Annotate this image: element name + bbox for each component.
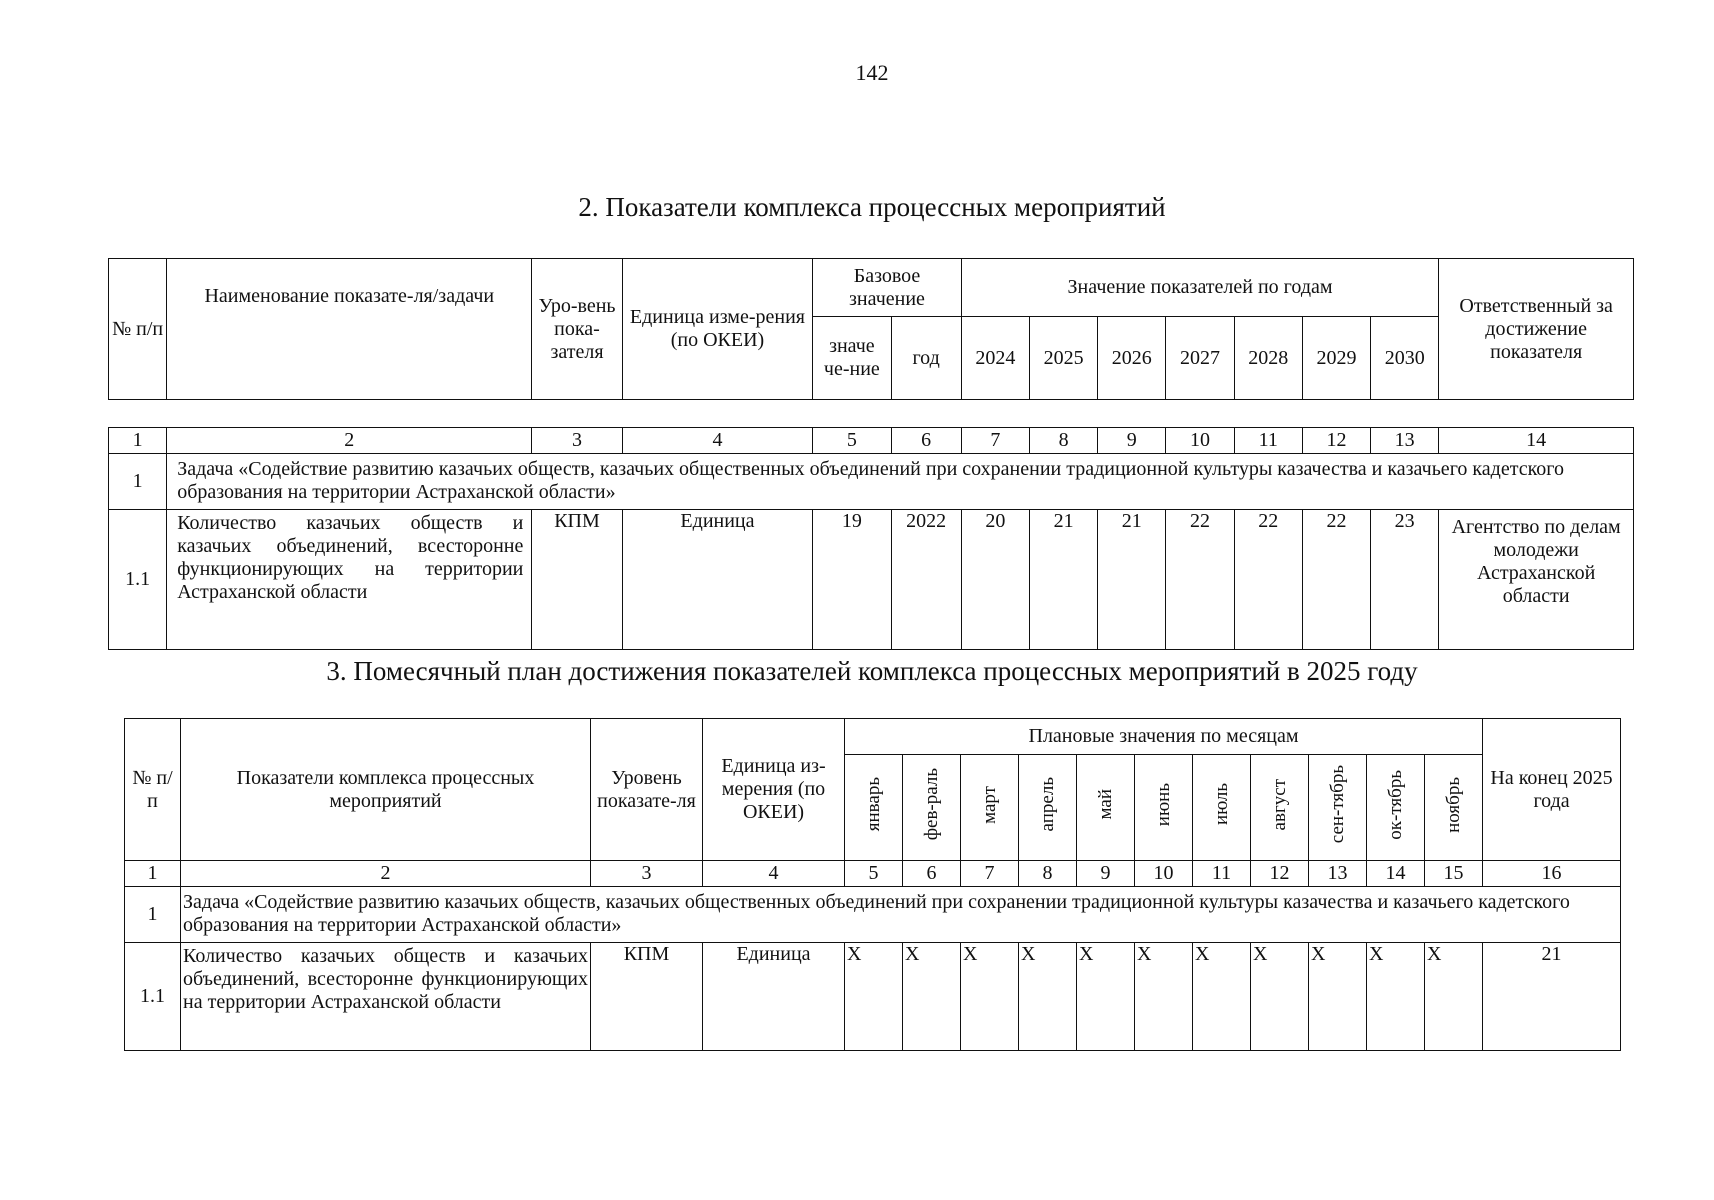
row-name: Количество казачьих обществ и казачьих объединений, всесторонне функционирующих на территории Астраханской области [167,510,532,650]
column-number: 7 [961,428,1029,454]
header-month [845,755,903,861]
header-month [1077,755,1135,861]
column-number: 1 [109,428,167,454]
row-year-value: 21 [1098,510,1166,650]
header-month [1309,755,1367,861]
month-label: январь [862,777,884,832]
month-label: сен-тябрь [1326,765,1348,844]
indicator-row [109,510,1634,650]
row-level: КПМ [591,943,703,1051]
header-name: Наименование показате-ля/задачи [167,259,532,400]
month-label: фев-раль [920,768,942,841]
header-year: 2029 [1302,317,1370,400]
month-label: ок-тябрь [1384,769,1406,840]
row-year-value: 23 [1371,510,1439,650]
month-label: апрель [1036,777,1058,832]
header-values-by-year: Значение показателей по годам [961,259,1439,317]
column-number: 7 [961,861,1019,887]
column-number: 10 [1166,428,1234,454]
row-month-value: X [1367,943,1425,1051]
header-year: 2028 [1234,317,1302,400]
task-num: 1 [125,887,181,943]
column-numbers-row [125,861,1621,887]
header-num: № п/п [109,259,167,400]
header-year: 2025 [1029,317,1097,400]
page-number: 142 [855,60,889,85]
row-month-value: X [903,943,961,1051]
section-2-title: 2. Показатели комплекса процессных мероприятий [578,192,1166,222]
row-num: 1.1 [125,943,181,1051]
header-month [1251,755,1309,861]
indicator-row [125,943,1621,1051]
row-base-year: 2022 [891,510,961,650]
row-month-value: X [1193,943,1251,1051]
row-month-value: X [1251,943,1309,1051]
column-number: 14 [1439,428,1634,454]
row-month-value: X [1019,943,1077,1051]
column-number: 12 [1302,428,1370,454]
month-label: май [1094,789,1116,820]
column-number: 2 [167,428,532,454]
header-responsible: Ответственный за достижение показателя [1439,259,1634,400]
column-number: 3 [532,428,622,454]
header-monthly: Плановые значения по месяцам [845,719,1483,755]
column-number: 11 [1234,428,1302,454]
column-number: 4 [703,861,845,887]
month-label: ноябрь [1442,776,1464,833]
column-number: 11 [1193,861,1251,887]
header-year: 2030 [1371,317,1439,400]
indicators-header-table [108,258,1634,400]
monthly-plan-table [124,718,1621,1051]
column-number: 9 [1077,861,1135,887]
column-number: 5 [845,861,903,887]
task-text: Задача «Содействие развитию казачьих обществ, казачьих общественных объединений при сохранении традиционной культуры казачества и казачьего кадетского образования на территории Астраханской области» [167,454,1634,510]
row-unit: Единица [622,510,813,650]
header-name: Показатели комплекса процессных мероприятий [181,719,591,861]
header-unit: Единица из-мерения (по ОКЕИ) [703,719,845,861]
indicators-body-table [108,427,1634,650]
header-base-year: год [891,317,961,400]
row-month-value: X [1309,943,1367,1051]
header-month [1193,755,1251,861]
task-text: Задача «Содействие развитию казачьих обществ, казачьих общественных объединений при сохранении традиционной культуры казачества и казачьего кадетского образования на территории Астраханской области» [181,887,1621,943]
row-month-value: X [961,943,1019,1051]
row-responsible: Агентство по делам молодежи Астраханской области [1439,510,1634,650]
month-label: март [978,785,1000,824]
header-unit: Единица изме-рения (по ОКЕИ) [622,259,813,400]
header-month [961,755,1019,861]
header-year: 2027 [1166,317,1234,400]
column-number: 5 [813,428,891,454]
row-month-value: X [1077,943,1135,1051]
header-base: Базовое значение [813,259,961,317]
header-month [1135,755,1193,861]
row-month-value: X [845,943,903,1051]
row-level: КПМ [532,510,622,650]
header-year: 2026 [1098,317,1166,400]
row-unit: Единица [703,943,845,1051]
row-month-value: X [1425,943,1483,1051]
task-num: 1 [109,454,167,510]
header-month [903,755,961,861]
header-base-value: значе че-ние [813,317,891,400]
column-number: 8 [1019,861,1077,887]
column-number: 3 [591,861,703,887]
column-number: 9 [1098,428,1166,454]
task-row [109,454,1634,510]
section-3-title: 3. Помесячный план достижения показателей комплекса процессных мероприятий в 2025 году [326,656,1418,686]
column-number: 14 [1367,861,1425,887]
column-number: 6 [903,861,961,887]
month-label: июль [1210,783,1232,826]
column-number: 15 [1425,861,1483,887]
task-row [125,887,1621,943]
row-year-value: 20 [961,510,1029,650]
row-base-value: 19 [813,510,891,650]
month-label: июнь [1152,782,1174,827]
row-year-value: 22 [1166,510,1234,650]
column-number: 16 [1483,861,1621,887]
row-year-value: 22 [1302,510,1370,650]
row-year-value: 22 [1234,510,1302,650]
header-num: № п/п [125,719,181,861]
column-number: 13 [1371,428,1439,454]
month-label: август [1268,778,1290,831]
column-number: 8 [1029,428,1097,454]
column-numbers-row [109,428,1634,454]
column-number: 6 [891,428,961,454]
row-year-end-value: 21 [1483,943,1621,1051]
column-number: 2 [181,861,591,887]
column-number: 12 [1251,861,1309,887]
row-name: Количество казачьих обществ и казачьих объединений, всесторонне функционирующих на территории Астраханской области [181,943,591,1051]
row-num: 1.1 [109,510,167,650]
row-month-value: X [1135,943,1193,1051]
column-number: 1 [125,861,181,887]
header-month [1367,755,1425,861]
header-level: Уро-вень пока-зателя [532,259,622,400]
row-year-value: 21 [1029,510,1097,650]
header-level: Уровень показате-ля [591,719,703,861]
column-number: 13 [1309,861,1367,887]
column-number: 10 [1135,861,1193,887]
header-month [1019,755,1077,861]
header-month [1425,755,1483,861]
column-number: 4 [622,428,813,454]
header-year-end: На конец 2025 года [1483,719,1621,861]
header-year: 2024 [961,317,1029,400]
